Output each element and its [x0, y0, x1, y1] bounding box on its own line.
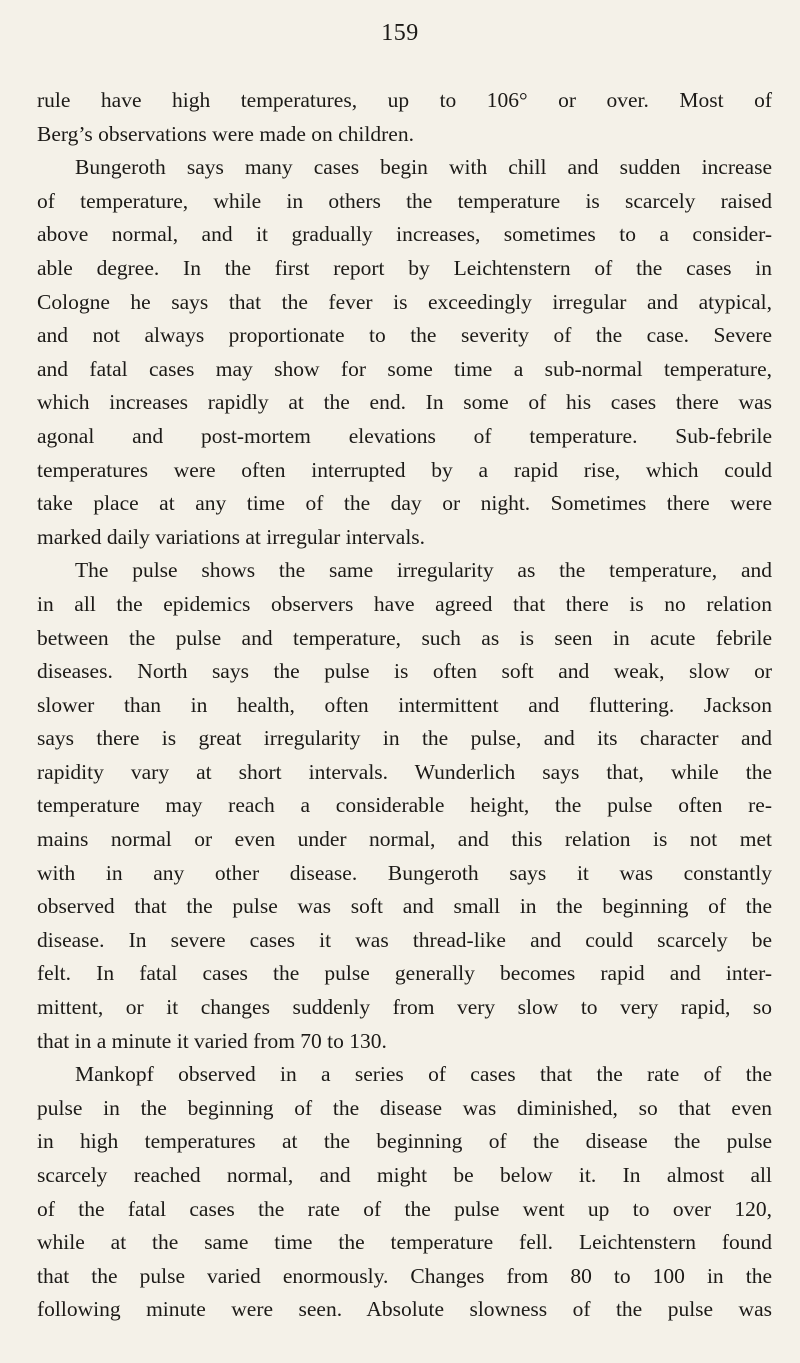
text-line: and not always proportionate to the severity of the case. Severe [37, 323, 772, 348]
text-line: Berg’s observations were made on children. [37, 121, 414, 146]
text-line: diseases. North says the pulse is often soft and weak, slow or [37, 659, 772, 684]
body-text [37, 84, 772, 1327]
text-line: of the fatal cases the rate of the pulse went up to over 120, [37, 1196, 772, 1221]
text-line: between the pulse and temperature, such as is seen in acute febrile [37, 625, 772, 650]
text-line: above normal, and it gradually increases, sometimes to a consider- [37, 222, 772, 247]
text-line: in all the epidemics observers have agreed that there is no relation [37, 591, 772, 616]
text-line: temperatures were often interrupted by a rapid rise, which could [37, 457, 772, 482]
text-line: The pulse shows the same irregularity as the temperature, and [75, 558, 772, 583]
text-line: while at the same time the temperature fell. Leichtenstern found [37, 1230, 772, 1255]
text-line: in high temperatures at the beginning of the disease the pulse [37, 1129, 772, 1154]
text-line: scarcely reached normal, and might be below it. In almost all [37, 1163, 772, 1187]
text-line: says there is great irregularity in the pulse, and its character and [37, 726, 772, 751]
text-line: which increases rapidly at the end. In some of his cases there was [37, 390, 772, 415]
text-line: that in a minute it varied from 70 to 130. [37, 1028, 387, 1053]
text-line: Bungeroth says many cases begin with chill and sudden increase [75, 155, 772, 180]
text-line: mittent, or it changes suddenly from very slow to very rapid, so [37, 995, 772, 1020]
text-line: disease. In severe cases it was thread-like and could scarcely be [37, 927, 772, 952]
text-line: Mankopf observed in a series of cases that the rate of the [75, 1062, 772, 1087]
text-line: of temperature, while in others the temperature is scarcely raised [37, 188, 772, 213]
text-line: and fatal cases may show for some time a sub-normal temperature, [37, 356, 772, 381]
text-line: rapidity vary at short intervals. Wunderlich says that, while the [37, 759, 772, 784]
text-line: following minute were seen. Absolute slowness of the pulse was [37, 1297, 772, 1322]
text-line: agonal and post-mortem elevations of temperature. Sub-febrile [37, 423, 772, 448]
text-line: observed that the pulse was soft and small in the beginning of the [37, 894, 772, 919]
text-line: take place at any time of the day or night. Sometimes there were [37, 491, 772, 516]
text-line: with in any other disease. Bungeroth says it was constantly [37, 860, 772, 885]
text-line: able degree. In the first report by Leichtenstern of the cases in [37, 255, 772, 280]
text-line: that the pulse varied enormously. Changes from 80 to 100 in the [37, 1263, 772, 1288]
text-line: rule have high temperatures, up to 106° or over. Most of [37, 88, 772, 112]
text-line: pulse in the beginning of the disease was diminished, so that even [37, 1095, 772, 1120]
page-number: 159 [381, 20, 419, 46]
text-line: felt. In fatal cases the pulse generally becomes rapid and inter- [37, 961, 772, 986]
text-line: marked daily variations at irregular intervals. [37, 524, 426, 549]
text-line: temperature may reach a considerable height, the pulse often re- [37, 793, 772, 818]
text-line: mains normal or even under normal, and this relation is not met [37, 827, 772, 852]
text-line: Cologne he says that the fever is exceedingly irregular and atypical, [37, 289, 772, 314]
text-line: slower than in health, often intermittent and fluttering. Jackson [37, 692, 772, 717]
